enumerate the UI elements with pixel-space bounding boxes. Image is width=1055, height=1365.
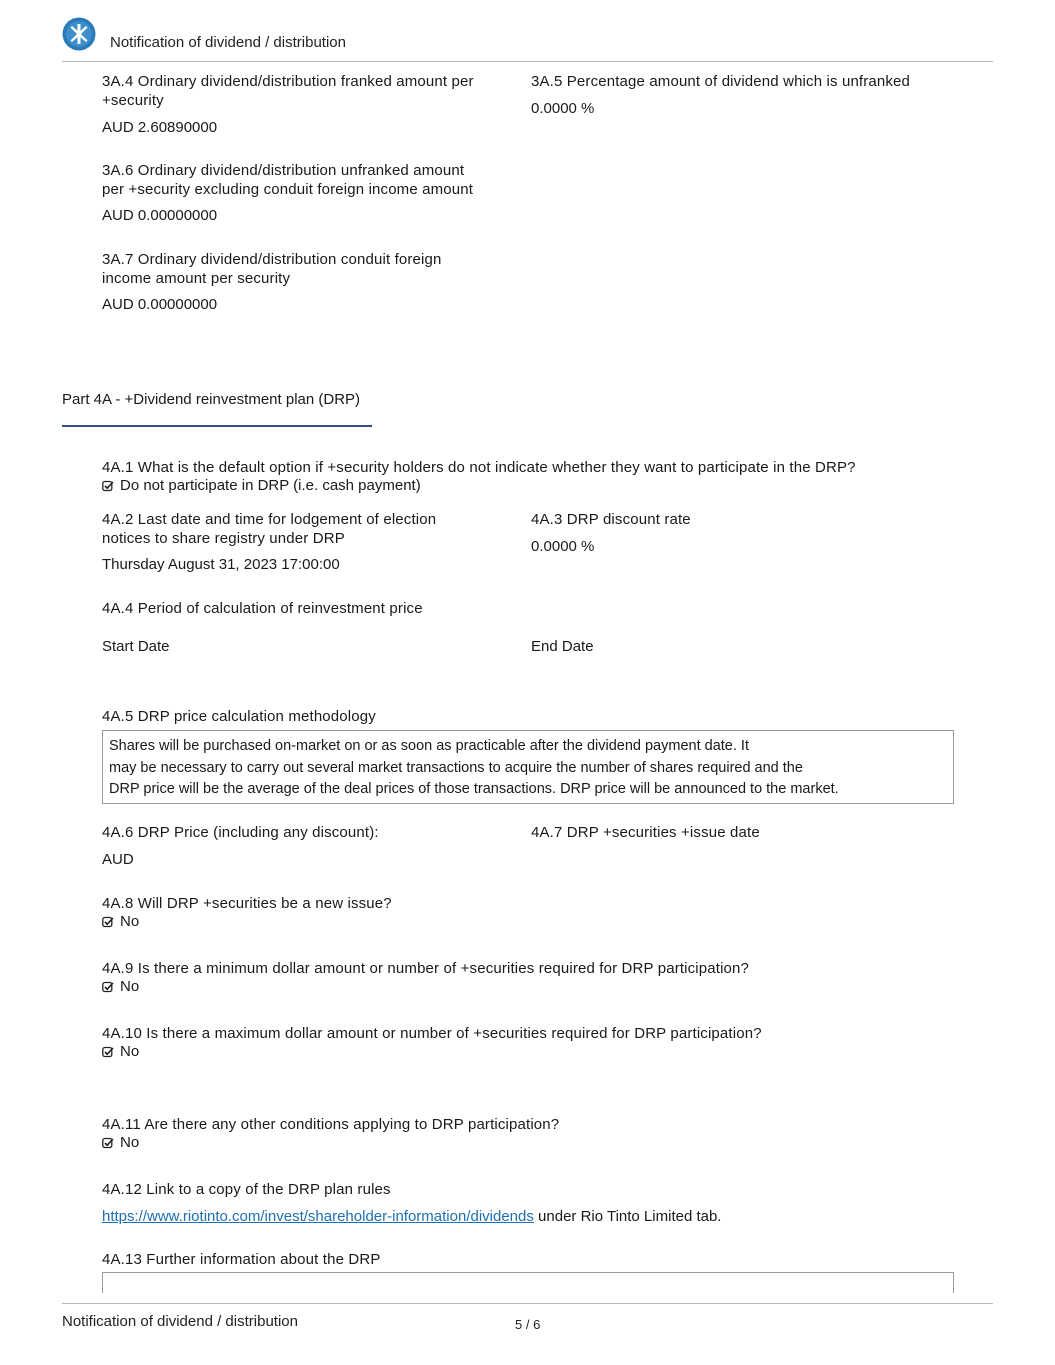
q-3a6-label: 3A.6 Ordinary dividend/distribution unfranked amount per +security excluding conduit foreign income amount — [102, 162, 474, 198]
q-4a11-label: 4A.11 Are there any other conditions applying to DRP participation? — [102, 1116, 560, 1133]
q-4a1-answer-text: Do not participate in DRP (i.e. cash payment) — [120, 477, 421, 494]
part-4a-underline — [62, 425, 372, 427]
q-4a4-label: 4A.4 Period of calculation of reinvestment price — [102, 600, 423, 617]
q-4a11-answer — [102, 1134, 139, 1152]
header-title: Notification of dividend / distribution — [110, 34, 346, 51]
q-4a10-label: 4A.10 Is there a maximum dollar amount or number of +securities required for DRP participation? — [102, 1025, 762, 1042]
q-3a7-label: 3A.7 Ordinary dividend/distribution conduit foreign income amount per security — [102, 251, 442, 287]
q-4a6-value: AUD — [102, 851, 134, 868]
checkbox-checked-icon — [102, 981, 114, 993]
q-4a2-label: 4A.2 Last date and time for lodgement of election notices to share registry under DRP — [102, 511, 437, 547]
checkbox-checked-icon — [102, 1046, 114, 1058]
q-4a1-answer — [102, 477, 421, 495]
q-4a9-answer — [102, 978, 139, 996]
q-4a10-answer — [102, 1043, 139, 1061]
q-4a2-value: Thursday August 31, 2023 17:00:00 — [102, 556, 340, 573]
asx-logo-icon — [62, 17, 96, 51]
q-3a4-value: AUD 2.60890000 — [102, 119, 218, 136]
q-3a7-value: AUD 0.00000000 — [102, 296, 218, 313]
q-4a1-label: 4A.1 What is the default option if +security holders do not indicate whether they want to participate in the DRP? — [102, 459, 856, 476]
q-4a5-label: 4A.5 DRP price calculation methodology — [102, 708, 376, 725]
q-4a3-label: 4A.3 DRP discount rate — [531, 511, 691, 528]
q-4a12-value — [102, 1208, 721, 1226]
q-4a9-label: 4A.9 Is there a minimum dollar amount or number of +securities required for DRP participation? — [102, 960, 750, 977]
q-3a4-label: 3A.4 Ordinary dividend/distribution franked amount per +security — [102, 73, 474, 109]
q-4a11-answer-text: No — [120, 1134, 140, 1151]
checkbox-checked-icon — [102, 480, 114, 492]
footer-title: Notification of dividend / distribution — [62, 1313, 298, 1330]
checkbox-checked-icon — [102, 1137, 114, 1149]
q-3a5-label: 3A.5 Percentage amount of dividend which is unfranked — [531, 73, 911, 90]
q-4a10-answer-text: No — [120, 1043, 140, 1060]
q-4a4-start-label: Start Date — [102, 638, 170, 655]
part-4a-title: Part 4A - +Dividend reinvestment plan (DRP) — [62, 391, 361, 408]
q-4a5-text-box: Shares will be purchased on-market on or as soon as practicable after the dividend payment date. It may be necessary to carry out several market transactions to acquire the number of shares required and the DRP price will be the average of the deal prices of those transactions. DRP price will be announced to the market. — [102, 730, 954, 804]
drp-rules-link-suffix: under Rio Tinto Limited tab. — [533, 1208, 722, 1225]
footer-divider — [62, 1303, 993, 1304]
q-4a13-text-box — [102, 1272, 954, 1293]
q-4a8-answer — [102, 913, 139, 931]
q-4a6-label: 4A.6 DRP Price (including any discount): — [102, 824, 379, 841]
header-divider — [62, 61, 993, 62]
checkbox-checked-icon — [102, 916, 114, 928]
q-4a8-answer-text: No — [120, 913, 140, 930]
q-4a9-answer-text: No — [120, 978, 140, 995]
q-4a12-label: 4A.12 Link to a copy of the DRP plan rules — [102, 1181, 391, 1198]
q-3a6-value: AUD 0.00000000 — [102, 207, 218, 224]
page-number: 5 / 6 — [515, 1317, 541, 1332]
q-4a7-label: 4A.7 DRP +securities +issue date — [531, 824, 760, 841]
q-4a13-label: 4A.13 Further information about the DRP — [102, 1251, 381, 1268]
drp-rules-link[interactable]: https://www.riotinto.com/invest/shareholder-information/dividends — [102, 1208, 534, 1225]
q-4a3-value: 0.0000 % — [531, 538, 595, 555]
q-4a4-end-label: End Date — [531, 638, 594, 655]
q-4a8-label: 4A.8 Will DRP +securities be a new issue? — [102, 895, 392, 912]
q-3a5-value: 0.0000 % — [531, 100, 595, 117]
